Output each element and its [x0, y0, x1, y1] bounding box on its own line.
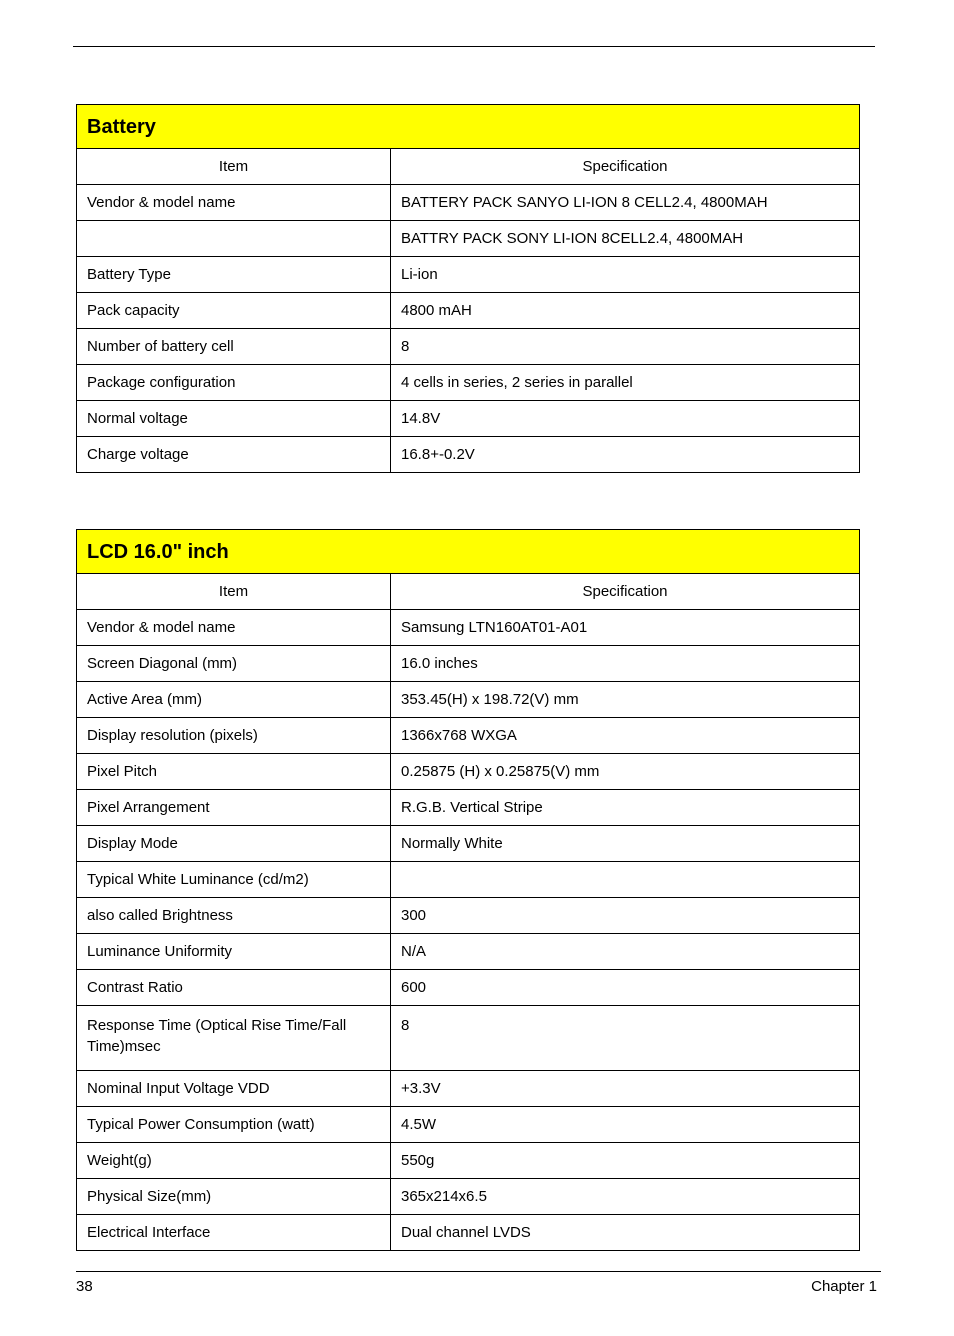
battery-spec-header: Specification [391, 149, 860, 185]
spec-cell: 14.8V [391, 401, 860, 437]
table-row [77, 862, 860, 898]
item-cell: Screen Diagonal (mm) [77, 646, 391, 682]
item-cell: Active Area (mm) [77, 682, 391, 718]
item-cell: Response Time (Optical Rise Time/Fall Time)msec [77, 1006, 391, 1071]
item-cell: Display resolution (pixels) [77, 718, 391, 754]
spec-cell: 550g [391, 1143, 860, 1179]
item-cell: Charge voltage [77, 437, 391, 473]
item-cell: Display Mode [77, 826, 391, 862]
spec-cell: R.G.B. Vertical Stripe [391, 790, 860, 826]
spec-cell: 0.25875 (H) x 0.25875(V) mm [391, 754, 860, 790]
item-cell: also called Brightness [77, 898, 391, 934]
table-row [77, 934, 860, 970]
spec-cell: N/A [391, 934, 860, 970]
item-cell: Typical Power Consumption (watt) [77, 1107, 391, 1143]
item-cell: Luminance Uniformity [77, 934, 391, 970]
table-row [77, 401, 860, 437]
footer-rule [76, 1271, 881, 1272]
table-row [77, 1179, 860, 1215]
item-cell: Pixel Pitch [77, 754, 391, 790]
item-cell: Normal voltage [77, 401, 391, 437]
battery-title: Battery [77, 105, 860, 149]
table-row [77, 1107, 860, 1143]
chapter-label: Chapter 1 [811, 1278, 877, 1295]
item-cell: Electrical Interface [77, 1215, 391, 1251]
table-row [77, 293, 860, 329]
table-row [77, 898, 860, 934]
item-cell: Physical Size(mm) [77, 1179, 391, 1215]
item-cell: Battery Type [77, 257, 391, 293]
table-row [77, 365, 860, 401]
item-cell: Vendor & model name [77, 185, 391, 221]
table-row [77, 790, 860, 826]
lcd-spec-header: Specification [391, 574, 860, 610]
lcd-spec-table [76, 529, 860, 1251]
spec-cell: 300 [391, 898, 860, 934]
table-row [77, 1143, 860, 1179]
spec-cell: 353.45(H) x 198.72(V) mm [391, 682, 860, 718]
item-cell: Typical White Luminance (cd/m2) [77, 862, 391, 898]
item-cell: Pack capacity [77, 293, 391, 329]
lcd-item-header: Item [77, 574, 391, 610]
lcd-header-row [77, 574, 860, 610]
spec-cell: Normally White [391, 826, 860, 862]
table-row [77, 610, 860, 646]
lcd-title-row [77, 530, 860, 574]
header-rule [73, 46, 875, 47]
table-row [77, 257, 860, 293]
item-cell: Contrast Ratio [77, 970, 391, 1006]
spec-cell: +3.3V [391, 1071, 860, 1107]
spec-cell: BATTRY PACK SONY LI-ION 8CELL2.4, 4800MAH [391, 221, 860, 257]
table-row [77, 329, 860, 365]
table-row [77, 718, 860, 754]
table-row [77, 185, 860, 221]
item-cell: Vendor & model name [77, 610, 391, 646]
table-row [77, 646, 860, 682]
spec-cell: 600 [391, 970, 860, 1006]
table-row [77, 682, 860, 718]
item-cell: Package configuration [77, 365, 391, 401]
table-row [77, 754, 860, 790]
spec-cell: 8 [391, 1006, 860, 1071]
item-cell: Pixel Arrangement [77, 790, 391, 826]
spec-cell: 4 cells in series, 2 series in parallel [391, 365, 860, 401]
spec-cell: 4.5W [391, 1107, 860, 1143]
spec-cell: 16.8+-0.2V [391, 437, 860, 473]
table-row [77, 1215, 860, 1251]
battery-title-row [77, 105, 860, 149]
spec-cell: 4800 mAH [391, 293, 860, 329]
spec-cell: BATTERY PACK SANYO LI-ION 8 CELL2.4, 4800MAH [391, 185, 860, 221]
spec-cell: Dual channel LVDS [391, 1215, 860, 1251]
spec-cell: 8 [391, 329, 860, 365]
item-cell: Weight(g) [77, 1143, 391, 1179]
page-number: 38 [76, 1278, 93, 1295]
table-row [77, 437, 860, 473]
table-row [77, 1071, 860, 1107]
battery-spec-table [76, 104, 860, 473]
item-cell: Nominal Input Voltage VDD [77, 1071, 391, 1107]
item-cell: Number of battery cell [77, 329, 391, 365]
lcd-title: LCD 16.0" inch [77, 530, 860, 574]
table-row [77, 826, 860, 862]
spec-cell: 365x214x6.5 [391, 1179, 860, 1215]
battery-header-row [77, 149, 860, 185]
spec-cell [391, 862, 860, 898]
table-row [77, 970, 860, 1006]
item-cell [77, 221, 391, 257]
table-row [77, 221, 860, 257]
spec-cell: 1366x768 WXGA [391, 718, 860, 754]
spec-cell: 16.0 inches [391, 646, 860, 682]
spec-cell: Li-ion [391, 257, 860, 293]
spec-cell: Samsung LTN160AT01-A01 [391, 610, 860, 646]
battery-item-header: Item [77, 149, 391, 185]
table-row [77, 1006, 860, 1071]
